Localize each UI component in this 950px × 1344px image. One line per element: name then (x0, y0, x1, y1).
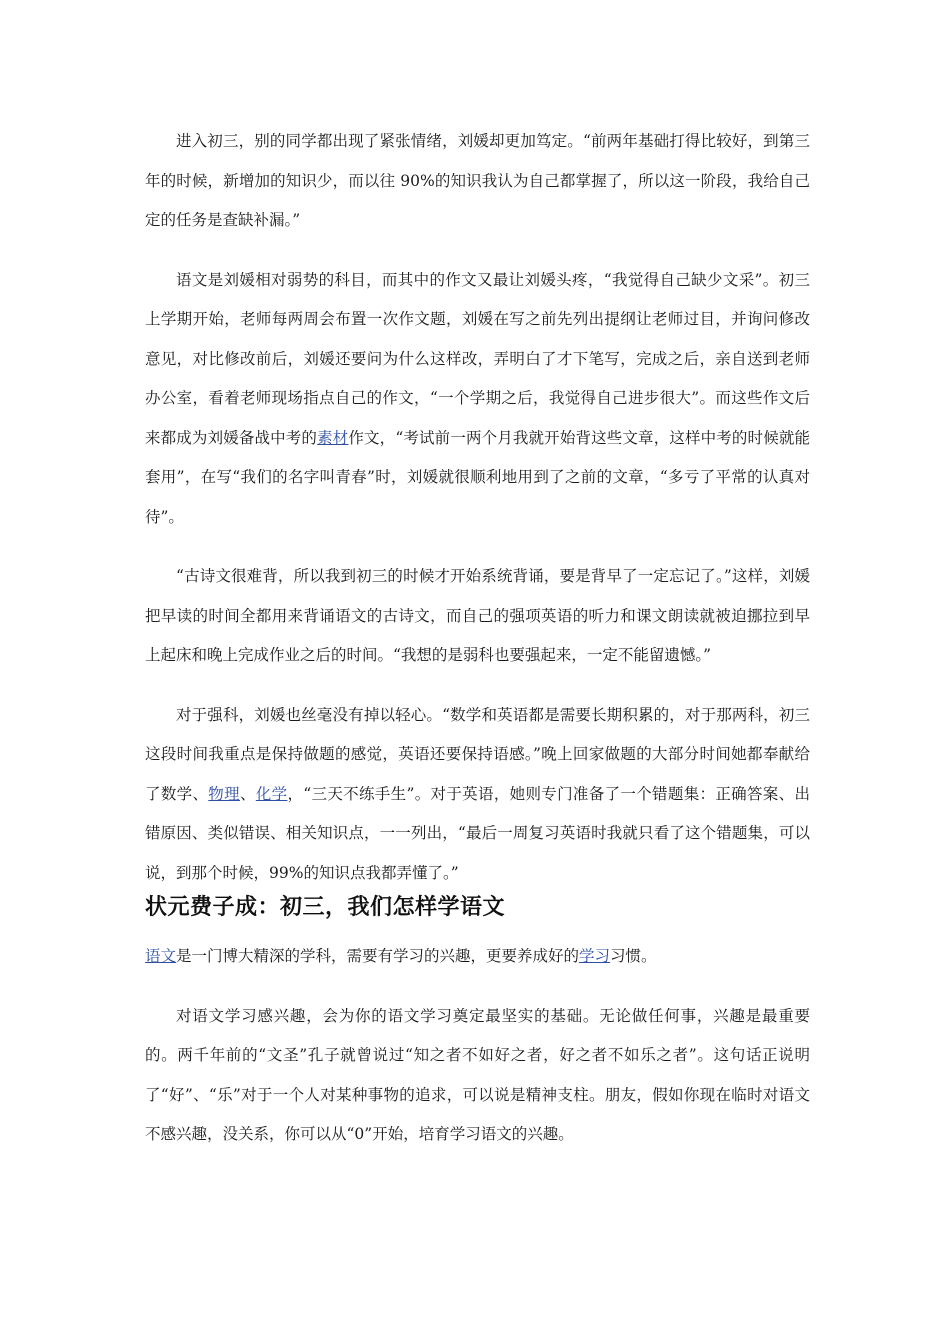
paragraph-4 (145, 696, 810, 894)
paragraph-4-separator: 、 (239, 784, 256, 803)
paragraph-2-text-a: 语文是刘媛相对弱势的科目，而其中的作文又最让刘媛头疼，“我觉得自己缺少文采”。初三上学期开始，老师每两周会布置一次作文题，刘媛在写之前先列出提纲让老师过目，并询问修改意见，对比修改前后，刘媛还要问为什么这样改，弄明白了才下笔写，完成之后，亲自送到老师办公室，看着老师现场指点自己的作文，“一个学期之后，我觉得自己进步很大”。而这些作文后来都成为刘媛备战中考的 (145, 270, 810, 447)
link-yuwen[interactable]: 语文 (145, 947, 177, 965)
paragraph-5-text-b: 习惯。 (610, 947, 657, 965)
link-sucai[interactable]: 素材 (317, 428, 349, 447)
paragraph-4-text-b: ，“三天不练手生”。对于英语，她则专门准备了一个错题集：正确答案、出错原因、类似错误、相关知识点，一一列出，“最后一周复习英语时我就只看了这个错题集，可以说，到那个时候，99%的知识点我都弄懂了。” (145, 784, 810, 882)
document-page (145, 122, 810, 1155)
paragraph-6: 对语文学习感兴趣，会为你的语文学习奠定最坚实的基础。无论做任何事，兴趣是最重要的。两千年前的“文圣”孔子就曾说过“知之者不如好之者，好之者不如乐之者”。这句话正说明了“好”、“乐”对于一个人对某种事物的追求，可以说是精神支柱。朋友，假如你现在临时对语文不感兴趣，没关系，你可以从“0”开始，培育学习语文的兴趣。 (145, 1006, 810, 1143)
paragraph-5 (145, 937, 810, 977)
link-wuli[interactable]: 物理 (208, 784, 240, 803)
paragraph-4-text-a: 对于强科，刘媛也丝毫没有掉以轻心。“数学和英语都是需要长期积累的，对于那两科，初三这段时间我重点是保持做题的感觉，英语还要保持语感。”晚上回家做题的大部分时间她都奉献给了数学、 (145, 705, 810, 803)
paragraph-2-text-b: 作文，“考试前一两个月我就开始背这些文章，这样中考的时候就能套用”，在写“我们的名字叫青春”时，刘媛就很顺利地用到了之前的文章，“多亏了平常的认真对待”。 (145, 428, 810, 526)
paragraph-3: “古诗文很难背，所以我到初三的时候才开始系统背诵，要是背早了一定忘记了。”这样，刘媛把早读的时间全都用来背诵语文的古诗文，而自己的强项英语的听力和课文朗读就被迫挪拉到早上起床和晚上完成作业之后的时间。“我想的是弱科也要强起来，一定不能留遗憾。” (145, 567, 810, 664)
link-huaxue[interactable]: 化学 (255, 784, 288, 803)
section-heading: 状元费子成：初三，我们怎样学语文 (145, 895, 506, 920)
link-xuexi[interactable]: 学习 (579, 947, 611, 965)
paragraph-1: 进入初三，别的同学都出现了紧张情绪，刘媛却更加笃定。“前两年基础打得比较好，到第三年的时候，新增加的知识少，而以往 90%的知识我认为自己都掌握了，所以这一阶段，我给自己定的任务是查缺补漏。” (145, 132, 810, 229)
paragraph-2 (145, 261, 810, 538)
paragraph-5-text-a: 是一门博大精深的学科，需要有学习的兴趣，更要养成好的 (176, 947, 580, 965)
